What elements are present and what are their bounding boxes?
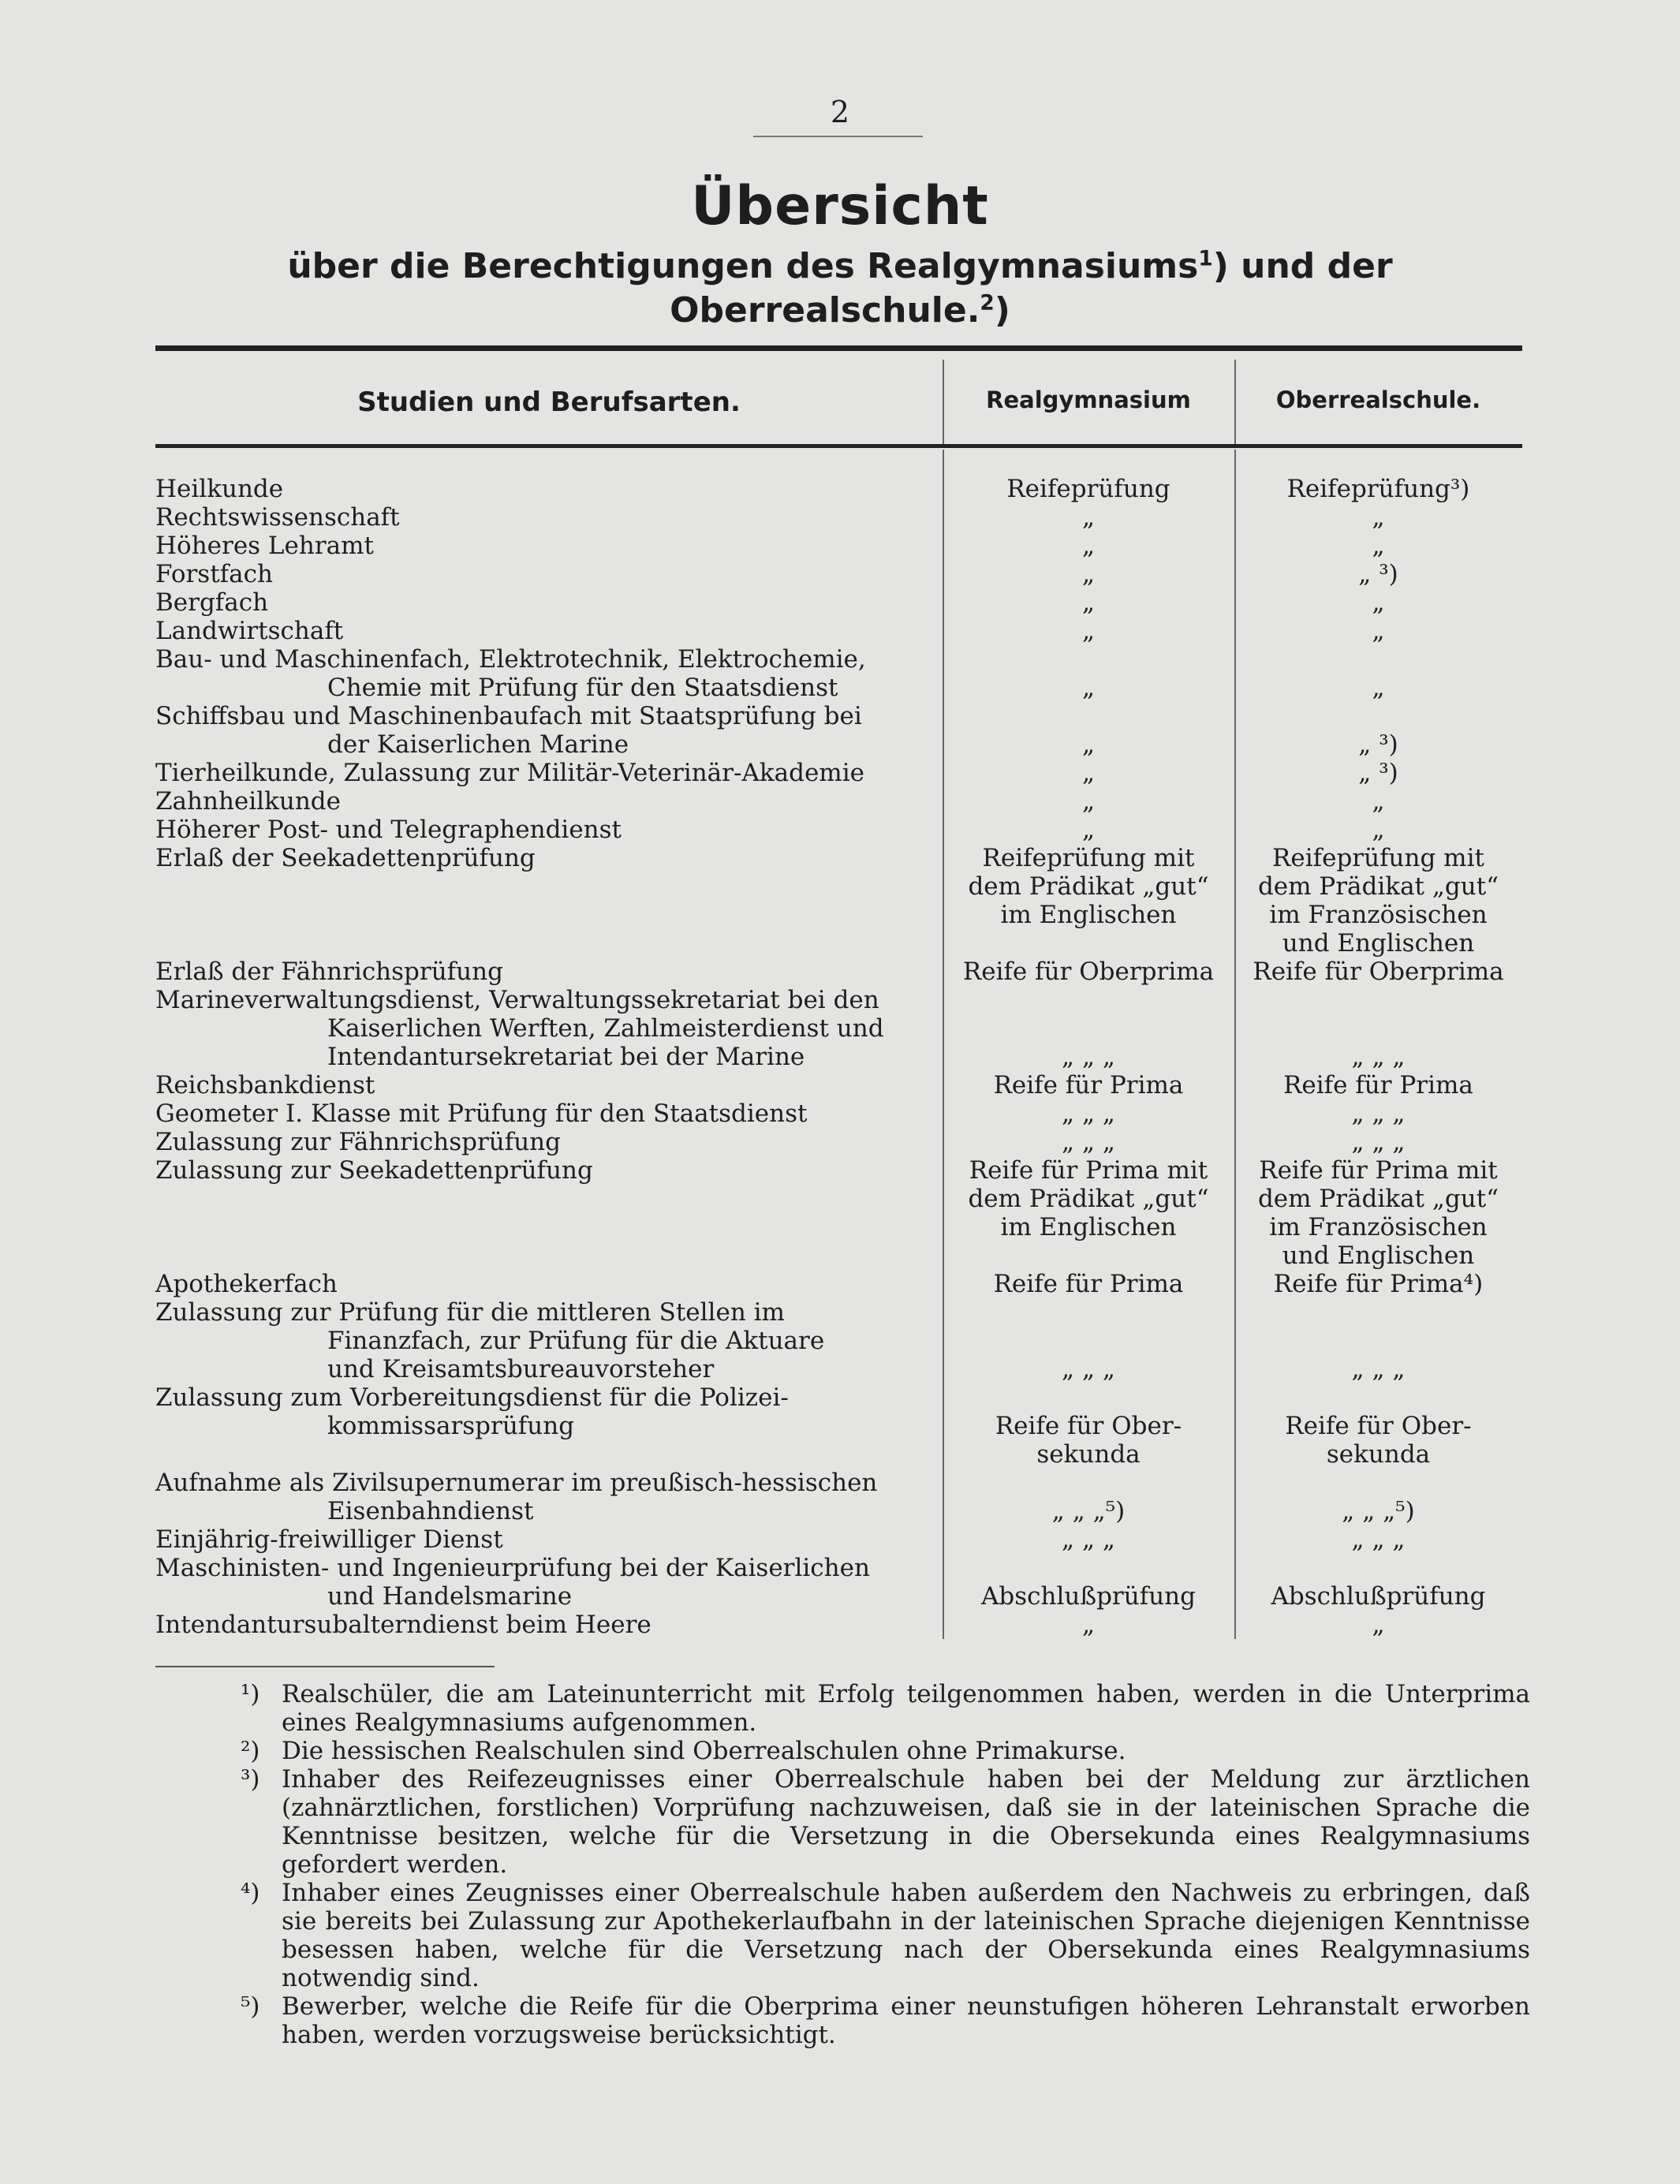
cell-line: Zulassung zur Prüfung für die mittleren Stellen im bbox=[155, 1298, 785, 1327]
cell-line bbox=[943, 645, 1234, 674]
cell-line: Zahnheilkunde bbox=[155, 787, 341, 816]
cell-line: im Französischen bbox=[1269, 901, 1488, 929]
subtitle-line-2 bbox=[0, 290, 1680, 330]
cell-line: kommissarsprüfung bbox=[327, 1412, 575, 1440]
cell-line bbox=[1234, 645, 1522, 674]
cell-line: „ bbox=[1081, 588, 1096, 617]
oberrealschule-cell bbox=[1234, 1128, 1522, 1156]
cell-line: „ bbox=[1372, 532, 1385, 560]
realgymnasium-cell bbox=[943, 958, 1234, 986]
oberrealschule-cell bbox=[1234, 1270, 1522, 1298]
realgymnasium-cell bbox=[943, 844, 1234, 958]
cell-line: „ bbox=[1372, 816, 1385, 844]
footnote-mark: ⁵) bbox=[241, 1992, 260, 2021]
study-cell bbox=[155, 702, 943, 759]
table-row bbox=[155, 1156, 1522, 1270]
cell-line: „ „ „ bbox=[1062, 1043, 1115, 1071]
study-cell bbox=[155, 1270, 943, 1298]
study-cell bbox=[155, 1611, 943, 1639]
oberrealschule-cell bbox=[1234, 532, 1522, 560]
cell-line: Rechtswissenschaft bbox=[155, 503, 400, 532]
realgymnasium-cell bbox=[943, 1525, 1234, 1554]
cell-line: Bau- und Maschinenfach, Elektrotechnik, Elektrochemie, bbox=[155, 645, 866, 674]
realgymnasium-cell bbox=[943, 617, 1234, 645]
table-row bbox=[155, 1611, 1522, 1639]
cell-line: Tierheilkunde, Zulassung zur Militär-Veterinär-Akademie bbox=[155, 759, 864, 787]
footnote bbox=[241, 1680, 1530, 1737]
table-row bbox=[155, 588, 1522, 617]
study-cell bbox=[155, 1071, 943, 1099]
entitlements-table bbox=[155, 475, 1522, 1639]
study-cell bbox=[155, 1156, 943, 1270]
cell-line bbox=[1234, 1554, 1522, 1582]
cell-line: Maschinisten- und Ingenieurprüfung bei der Kaiserlichen bbox=[155, 1554, 870, 1582]
footnote-text: Die hessischen Realschulen sind Oberrealschulen ohne Primakurse. bbox=[282, 1737, 1126, 1765]
footnotes bbox=[241, 1680, 1530, 2049]
cell-line: Höherer Post- und Telegraphendienst bbox=[155, 816, 622, 844]
subtitle-line-2-tail: ) bbox=[994, 290, 1010, 330]
cell-line: Reifeprüfung³) bbox=[1286, 475, 1470, 503]
cell-line: Einjährig-freiwilliger Dienst bbox=[155, 1525, 503, 1554]
cell-line: „ bbox=[1372, 787, 1385, 816]
realgymnasium-cell bbox=[943, 1554, 1234, 1611]
cell-line bbox=[943, 986, 1234, 1014]
cell-line: sekunda bbox=[1036, 1440, 1141, 1469]
cell-line: „ ³) bbox=[1358, 759, 1398, 787]
cell-line bbox=[943, 1298, 1234, 1327]
table-row bbox=[155, 986, 1522, 1071]
cell-line: „ „ „⁵) bbox=[1342, 1497, 1415, 1525]
footnote-ref-1: 1 bbox=[1198, 246, 1213, 271]
oberrealschule-cell bbox=[1234, 1071, 1522, 1099]
footnote-text: Inhaber des Reifezeugnisses einer Oberrealschule haben bei der Meldung zur ärztlichen (zahnärztlichen, forstlichen) Vorprüfung nachzuweisen, daß sie in der lateinischen Sprache die Kenntnisse besitzen, welche für die Versetzung in die Obersekunda eines Realgymnasiums gefordert werden. bbox=[282, 1765, 1530, 1879]
cell-line: „ bbox=[1081, 674, 1096, 702]
cell-line: und Kreisamtsbureauvorsteher bbox=[327, 1355, 715, 1383]
cell-line: und Englischen bbox=[1282, 1241, 1475, 1270]
page-title: Übersicht bbox=[691, 175, 989, 237]
cell-line: „ ³) bbox=[1358, 560, 1398, 588]
cell-line: „ bbox=[1372, 617, 1385, 645]
cell-line bbox=[1234, 986, 1522, 1014]
cell-line: „ bbox=[1081, 730, 1096, 759]
cell-line: „ bbox=[1081, 560, 1096, 588]
table-row bbox=[155, 1128, 1522, 1156]
cell-line: Reichsbankdienst bbox=[155, 1071, 375, 1099]
table-row bbox=[155, 816, 1522, 844]
study-cell bbox=[155, 816, 943, 844]
subtitle-line-1-tail: ) und der bbox=[1212, 246, 1393, 286]
cell-line: Geometer I. Klasse mit Prüfung für den Staatsdienst bbox=[155, 1099, 808, 1128]
footnote-rule bbox=[155, 1666, 495, 1667]
cell-line bbox=[1234, 1327, 1522, 1355]
cell-line bbox=[943, 702, 1234, 730]
oberrealschule-cell bbox=[1234, 1611, 1522, 1639]
cell-line: dem Prädikat „gut“ bbox=[1257, 872, 1499, 901]
study-cell bbox=[155, 1469, 943, 1525]
study-cell bbox=[155, 1099, 943, 1128]
footnote-ref-2: 2 bbox=[980, 290, 995, 315]
realgymnasium-cell bbox=[943, 1099, 1234, 1128]
table-row bbox=[155, 1554, 1522, 1611]
cell-line: „ bbox=[1372, 503, 1385, 532]
cell-line: Abschlußprüfung bbox=[981, 1582, 1196, 1611]
footnote-mark: ¹) bbox=[241, 1680, 260, 1708]
footnote bbox=[241, 1992, 1530, 2049]
realgymnasium-cell bbox=[943, 475, 1234, 503]
cell-line: Chemie mit Prüfung für den Staatsdienst bbox=[327, 674, 838, 702]
study-cell bbox=[155, 532, 943, 560]
cell-line: Aufnahme als Zivilsupernumerar im preußisch-hessischen bbox=[155, 1469, 878, 1497]
table-row bbox=[155, 1099, 1522, 1128]
oberrealschule-cell bbox=[1234, 759, 1522, 787]
cell-line: Reife für Oberprima bbox=[1253, 958, 1504, 986]
cell-line: Abschlußprüfung bbox=[1271, 1582, 1486, 1611]
cell-line bbox=[1234, 1298, 1522, 1327]
cell-line: dem Prädikat „gut“ bbox=[968, 1185, 1209, 1213]
cell-line: „ „ „ bbox=[1351, 1355, 1406, 1383]
table-row bbox=[155, 702, 1522, 759]
realgymnasium-cell bbox=[943, 1128, 1234, 1156]
study-cell bbox=[155, 617, 943, 645]
oberrealschule-cell bbox=[1234, 475, 1522, 503]
footnote bbox=[241, 1765, 1530, 1879]
cell-line: dem Prädikat „gut“ bbox=[1257, 1185, 1499, 1213]
cell-line: „ bbox=[1372, 1611, 1385, 1639]
study-cell bbox=[155, 1525, 943, 1554]
realgymnasium-cell bbox=[943, 645, 1234, 702]
cell-line: und Handelsmarine bbox=[327, 1582, 573, 1611]
subtitle-line-1-text: über die Berechtigungen des Realgymnasiums bbox=[287, 246, 1199, 286]
study-cell bbox=[155, 958, 943, 986]
cell-line: Reifeprüfung mit bbox=[1272, 844, 1484, 872]
column-header-oberrealschule: Oberrealschule. bbox=[1275, 386, 1481, 413]
column-header-realgymnasium: Realgymnasium bbox=[986, 386, 1191, 413]
study-cell bbox=[155, 986, 943, 1071]
oberrealschule-cell bbox=[1234, 844, 1522, 958]
page-number-rule bbox=[753, 136, 923, 137]
study-cell bbox=[155, 1554, 943, 1611]
cell-line bbox=[943, 1469, 1234, 1497]
cell-line: und Englischen bbox=[1282, 929, 1475, 958]
page-number: 2 bbox=[830, 95, 850, 129]
table-row bbox=[155, 1298, 1522, 1383]
table-row bbox=[155, 1469, 1522, 1525]
cell-line: Reifeprüfung bbox=[1006, 475, 1170, 503]
cell-line: Schiffsbau und Maschinenbaufach mit Staatsprüfung bei bbox=[155, 702, 862, 730]
cell-line: „ „ „ bbox=[1062, 1355, 1115, 1383]
cell-line: Reife für Prima mit bbox=[969, 1156, 1208, 1185]
oberrealschule-cell bbox=[1234, 958, 1522, 986]
study-cell bbox=[155, 645, 943, 702]
study-cell bbox=[155, 1128, 943, 1156]
cell-line: Marineverwaltungsdienst, Verwaltungssekretariat bei den bbox=[155, 986, 879, 1014]
cell-line: „ „ „ bbox=[1351, 1099, 1406, 1128]
cell-line: im Englischen bbox=[1000, 1213, 1177, 1241]
table-row bbox=[155, 844, 1522, 958]
footnote-mark: ³) bbox=[241, 1765, 260, 1794]
subtitle-line-2-text: Oberrealschule. bbox=[670, 290, 980, 330]
realgymnasium-cell bbox=[943, 702, 1234, 759]
cell-line: Apothekerfach bbox=[155, 1270, 338, 1298]
table-row bbox=[155, 560, 1522, 588]
cell-line bbox=[1234, 1014, 1522, 1043]
table-row bbox=[155, 1383, 1522, 1469]
oberrealschule-cell bbox=[1234, 617, 1522, 645]
cell-line: Reife für Ober- bbox=[995, 1412, 1182, 1440]
study-cell bbox=[155, 759, 943, 787]
realgymnasium-cell bbox=[943, 1156, 1234, 1270]
realgymnasium-cell bbox=[943, 532, 1234, 560]
cell-line: „ „ „ bbox=[1351, 1043, 1406, 1071]
cell-line: Heilkunde bbox=[155, 475, 284, 503]
cell-line bbox=[943, 1014, 1234, 1043]
cell-line bbox=[1234, 1383, 1522, 1412]
table-row bbox=[155, 617, 1522, 645]
realgymnasium-cell bbox=[943, 787, 1234, 816]
table-row bbox=[155, 645, 1522, 702]
oberrealschule-cell bbox=[1234, 1469, 1522, 1525]
realgymnasium-cell bbox=[943, 1270, 1234, 1298]
cell-line: Kaiserlichen Werften, Zahlmeisterdienst und bbox=[327, 1014, 884, 1043]
study-cell bbox=[155, 844, 943, 958]
cell-line: „ bbox=[1081, 617, 1096, 645]
study-cell bbox=[155, 503, 943, 532]
cell-line: „ bbox=[1081, 759, 1096, 787]
cell-line bbox=[943, 1327, 1234, 1355]
footnote bbox=[241, 1737, 1530, 1765]
cell-line: „ „ „ bbox=[1062, 1099, 1115, 1128]
table-row bbox=[155, 532, 1522, 560]
realgymnasium-cell bbox=[943, 1383, 1234, 1469]
cell-line: Erlaß der Seekadettenprüfung bbox=[155, 844, 536, 872]
study-cell bbox=[155, 588, 943, 617]
cell-line: sekunda bbox=[1326, 1440, 1431, 1469]
footnote-mark: ⁴) bbox=[241, 1879, 260, 1907]
cell-line: „ „ „ bbox=[1062, 1128, 1115, 1156]
study-cell bbox=[155, 1298, 943, 1383]
table-row bbox=[155, 1270, 1522, 1298]
oberrealschule-cell bbox=[1234, 1383, 1522, 1469]
realgymnasium-cell bbox=[943, 1611, 1234, 1639]
oberrealschule-cell bbox=[1234, 1554, 1522, 1611]
table-row bbox=[155, 787, 1522, 816]
cell-line: Zulassung zur Seekadettenprüfung bbox=[155, 1156, 593, 1185]
table-row bbox=[155, 1071, 1522, 1099]
header-rule-bottom bbox=[155, 444, 1522, 448]
cell-line: „ bbox=[1372, 588, 1385, 617]
realgymnasium-cell bbox=[943, 1071, 1234, 1099]
cell-line: im Französischen bbox=[1269, 1213, 1488, 1241]
cell-line: Höheres Lehramt bbox=[155, 532, 374, 560]
cell-line: dem Prädikat „gut“ bbox=[968, 872, 1209, 901]
oberrealschule-cell bbox=[1234, 588, 1522, 617]
table-row bbox=[155, 759, 1522, 787]
cell-line: „ bbox=[1081, 1611, 1096, 1639]
study-cell bbox=[155, 560, 943, 588]
column-header-studies: Studien und Berufsarten. bbox=[357, 386, 741, 418]
cell-line: „ „ „ bbox=[1351, 1128, 1406, 1156]
cell-line bbox=[1234, 1469, 1522, 1497]
cell-line: Reife für Prima mit bbox=[1259, 1156, 1498, 1185]
cell-line: Zulassung zur Fähnrichsprüfung bbox=[155, 1128, 561, 1156]
oberrealschule-cell bbox=[1234, 787, 1522, 816]
oberrealschule-cell bbox=[1234, 1298, 1522, 1383]
cell-line: Eisenbahndienst bbox=[327, 1497, 534, 1525]
study-cell bbox=[155, 787, 943, 816]
realgymnasium-cell bbox=[943, 503, 1234, 532]
cell-line: der Kaiserlichen Marine bbox=[327, 730, 629, 759]
realgymnasium-cell bbox=[943, 1298, 1234, 1383]
oberrealschule-cell bbox=[1234, 816, 1522, 844]
cell-line: Intendantursubalterndienst beim Heere bbox=[155, 1611, 651, 1639]
cell-line bbox=[1234, 702, 1522, 730]
cell-line: im Englischen bbox=[1000, 901, 1177, 929]
footnote bbox=[241, 1879, 1530, 1992]
realgymnasium-cell bbox=[943, 816, 1234, 844]
cell-line: „ bbox=[1081, 816, 1096, 844]
cell-line: „ bbox=[1372, 674, 1385, 702]
realgymnasium-cell bbox=[943, 759, 1234, 787]
cell-line: Reife für Prima⁴) bbox=[1273, 1270, 1484, 1298]
cell-line: „ bbox=[1081, 787, 1096, 816]
oberrealschule-cell bbox=[1234, 1099, 1522, 1128]
footnote-text: Bewerber, welche die Reife für die Oberprima einer neunstufigen höheren Lehranstalt erworben haben, werden vorzugsweise berücksichtigt. bbox=[282, 1992, 1530, 2049]
footnote-text: Realschüler, die am Lateinunterricht mit Erfolg teilgenommen haben, werden in die Unterprima eines Realgymnasiums aufgenommen. bbox=[282, 1680, 1530, 1737]
cell-line bbox=[943, 1554, 1234, 1582]
study-cell bbox=[155, 1383, 943, 1469]
cell-line: „ „ „⁵) bbox=[1051, 1497, 1126, 1525]
cell-line: „ „ „ bbox=[1062, 1525, 1115, 1554]
oberrealschule-cell bbox=[1234, 503, 1522, 532]
cell-line bbox=[943, 1383, 1234, 1412]
cell-line: „ bbox=[1081, 532, 1096, 560]
header-rule-top bbox=[155, 345, 1522, 351]
cell-line: Reifeprüfung mit bbox=[982, 844, 1195, 872]
cell-line: „ ³) bbox=[1358, 730, 1398, 759]
realgymnasium-cell bbox=[943, 1469, 1234, 1525]
realgymnasium-cell bbox=[943, 986, 1234, 1071]
table-row bbox=[155, 503, 1522, 532]
cell-line: Reife für Prima bbox=[993, 1071, 1184, 1099]
cell-line: Reife für Oberprima bbox=[962, 958, 1215, 986]
cell-line: Erlaß der Fähnrichsprüfung bbox=[155, 958, 503, 986]
cell-line: Landwirtschaft bbox=[155, 617, 344, 645]
cell-line: Reife für Prima bbox=[1283, 1071, 1473, 1099]
oberrealschule-cell bbox=[1234, 645, 1522, 702]
cell-line: Finanzfach, zur Prüfung für die Aktuare bbox=[327, 1327, 825, 1355]
subtitle-line-1 bbox=[0, 246, 1680, 286]
cell-line: Reife für Prima bbox=[993, 1270, 1184, 1298]
cell-line: Intendantursekretariat bei der Marine bbox=[327, 1043, 805, 1071]
oberrealschule-cell bbox=[1234, 1156, 1522, 1270]
oberrealschule-cell bbox=[1234, 1525, 1522, 1554]
cell-line: Forstfach bbox=[155, 560, 273, 588]
realgymnasium-cell bbox=[943, 560, 1234, 588]
table-row bbox=[155, 1525, 1522, 1554]
cell-line: „ bbox=[1081, 503, 1096, 532]
cell-line: Zulassung zum Vorbereitungsdienst für die Polizei- bbox=[155, 1383, 789, 1412]
cell-line: „ „ „ bbox=[1351, 1525, 1406, 1554]
realgymnasium-cell bbox=[943, 588, 1234, 617]
footnote-text: Inhaber eines Zeugnisses einer Oberrealschule haben außerdem den Nachweis zu erbringen, daß sie bereits bei Zulassung zur Apothekerlaufbahn in der lateinischen Sprache diejenigen Kenntnisse besessen haben, welche für die Versetzung nach der Obersekunda eines Realgymnasiums notwendig sind. bbox=[282, 1879, 1530, 1992]
cell-line: Bergfach bbox=[155, 588, 269, 617]
table-row bbox=[155, 958, 1522, 986]
table-row bbox=[155, 475, 1522, 503]
cell-line: Reife für Ober- bbox=[1285, 1412, 1472, 1440]
oberrealschule-cell bbox=[1234, 702, 1522, 759]
study-cell bbox=[155, 475, 943, 503]
footnote-mark: ²) bbox=[241, 1737, 260, 1765]
oberrealschule-cell bbox=[1234, 560, 1522, 588]
oberrealschule-cell bbox=[1234, 986, 1522, 1071]
